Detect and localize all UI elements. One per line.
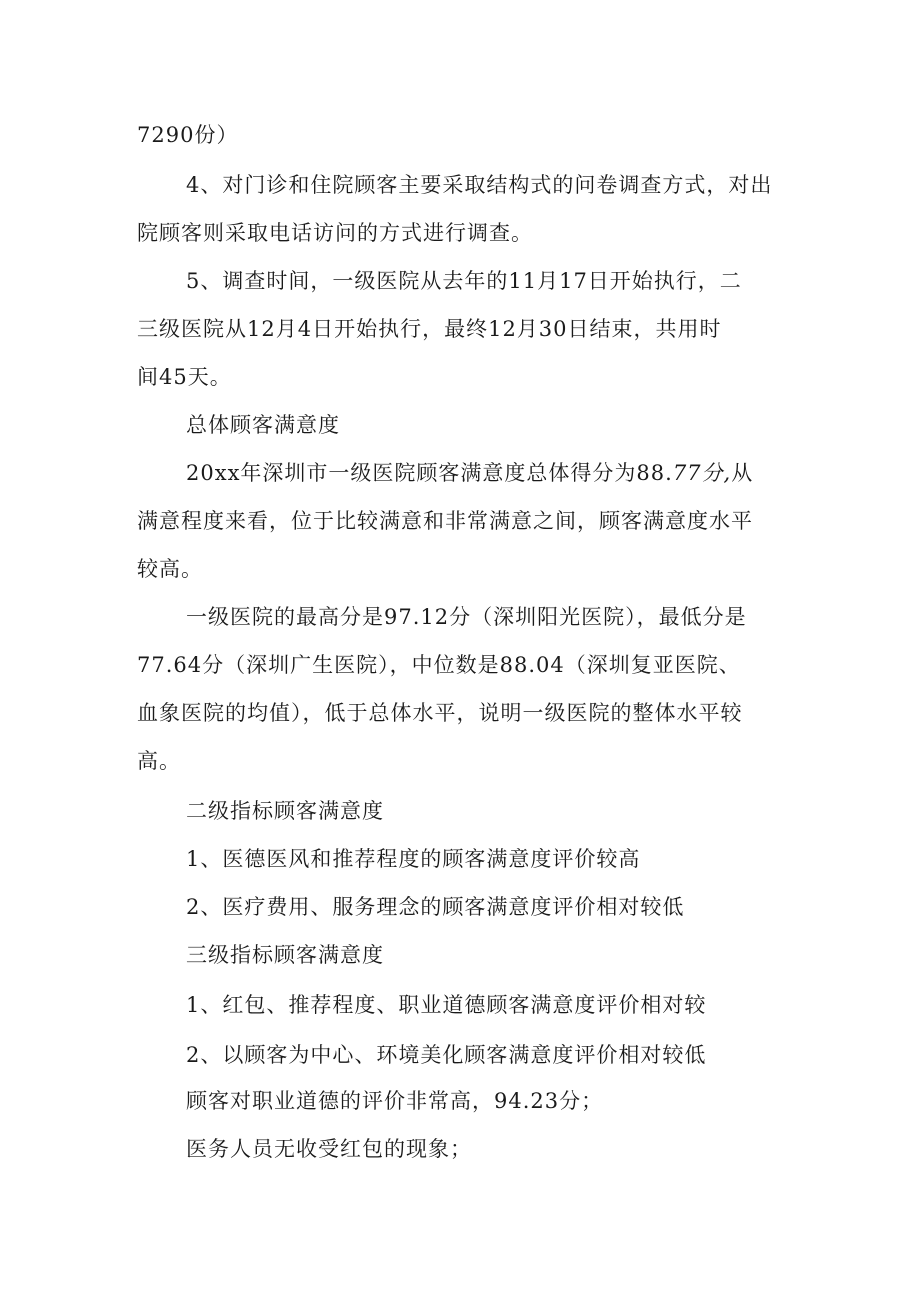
tertiary-item-2: 2、以顾客为中心、环境美化顾客满意度评价相对较低	[186, 1043, 707, 1067]
section-heading-tertiary: 三级指标顾客满意度	[186, 943, 384, 967]
paragraph-5-line-3: 间45天。	[137, 365, 232, 389]
overall-score-tail: 从	[731, 461, 754, 485]
overall-score-text: 20xx年深圳市一级医院顾客满意度总体得分为88.	[186, 461, 673, 485]
paragraph-overall-line-3: 较高。	[137, 557, 203, 581]
paragraph-scores-line-1: 一级医院的最高分是97.12分（深圳阳光医院），最低分是	[186, 605, 747, 629]
secondary-item-1: 1、医德医风和推荐程度的顾客满意度评价较高	[186, 847, 641, 871]
paragraph-5-line-1: 5、调查时间，一级医院从去年的11月17日开始执行，二	[186, 269, 742, 293]
secondary-item-2: 2、医疗费用、服务理念的顾客满意度评价相对较低	[186, 895, 685, 919]
ethics-score-line: 顾客对职业道德的评价非常高，94.23分；	[186, 1089, 604, 1113]
paragraph-overall-line-1	[186, 458, 846, 488]
text-line: 7290份）	[137, 123, 239, 147]
paragraph-scores-line-4: 高。	[137, 749, 181, 773]
section-heading-secondary: 二级指标顾客满意度	[186, 799, 384, 823]
paragraph-4-line-2: 院顾客则采取电话访问的方式进行调查。	[137, 221, 533, 245]
tertiary-item-1: 1、红包、推荐程度、职业道德顾客满意度评价相对较	[186, 993, 707, 1017]
paragraph-scores-line-2: 77.64分（深圳广生医院），中位数是88.04（深圳复亚医院、	[137, 653, 741, 677]
overall-score-unit: 77分,	[672, 461, 732, 485]
paragraph-5-line-2: 三级医院从12月4日开始执行，最终12月30日结束，共用时	[137, 317, 722, 341]
paragraph-overall-line-2: 满意程度来看，位于比较满意和非常满意之间，顾客满意度水平	[137, 509, 753, 533]
paragraph-scores-line-3: 血象医院的均值），低于总体水平，说明一级医院的整体水平较	[137, 701, 743, 725]
paragraph-4-line-1: 4、对门诊和住院顾客主要采取结构式的问卷调查方式，对出	[186, 173, 773, 197]
red-envelope-line: 医务人员无收受红包的现象；	[186, 1137, 472, 1161]
section-heading-overall: 总体顾客满意度	[186, 413, 340, 437]
